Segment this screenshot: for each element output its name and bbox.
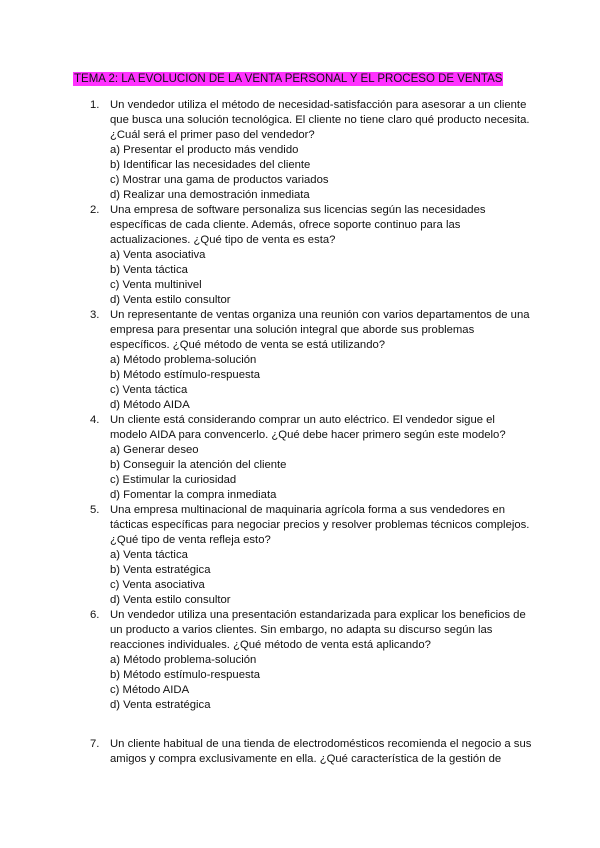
option-c: c) Estimular la curiosidad xyxy=(110,474,237,486)
option-b: b) Método estímulo-respuesta xyxy=(110,369,261,381)
option-d: d) Realizar una demostración inmediata xyxy=(110,189,310,201)
option-d: d) Fomentar la compra inmediata xyxy=(110,489,277,501)
option-d: d) Método AIDA xyxy=(110,399,190,411)
option-d: d) Venta estilo consultor xyxy=(110,294,231,306)
question-text: Un representante de ventas organiza una reunión con varios departamentos de una empresa para presentar una solución integral que aborde sus problemas específicos. ¿Qué método de venta se está utilizando? xyxy=(110,309,530,351)
document-title: TEMA 2: LA EVOLUCION DE LA VENTA PERSONAL Y EL PROCESO DE VENTAS xyxy=(74,73,503,85)
question-number: 5. xyxy=(90,504,100,516)
question-text: Un cliente está considerando comprar un auto eléctrico. El vendedor sigue el modelo AIDA para convencerlo. ¿Qué debe hacer primero según este modelo? xyxy=(110,414,506,441)
question-text: Un cliente habitual de una tienda de electrodomésticos recomienda el negocio a sus amigos y compra exclusivamente en ella. ¿Qué característica de la gestión de xyxy=(110,738,532,765)
option-b: b) Identificar las necesidades del cliente xyxy=(110,159,311,171)
question-2 xyxy=(90,203,530,308)
option-a: a) Generar deseo xyxy=(110,444,199,456)
question-text: Un vendedor utiliza el método de necesidad-satisfacción para asesorar a un cliente que busca una solución tecnológica. El cliente no tiene claro qué producto necesita. ¿Cuál será el primer paso del vendedor? xyxy=(110,99,530,141)
option-d: d) Venta estilo consultor xyxy=(110,594,231,606)
option-c: c) Venta multinivel xyxy=(110,279,202,291)
question-3 xyxy=(90,308,530,413)
question-4 xyxy=(90,413,530,503)
question-5 xyxy=(90,503,530,608)
option-a: a) Venta táctica xyxy=(110,549,188,561)
option-b: b) Método estímulo-respuesta xyxy=(110,669,261,681)
option-c: c) Mostrar una gama de productos variados xyxy=(110,174,329,186)
option-b: b) Venta estratégica xyxy=(110,564,211,576)
option-b: b) Venta táctica xyxy=(110,264,188,276)
option-b: b) Conseguir la atención del cliente xyxy=(110,459,287,471)
question-number: 6. xyxy=(90,609,100,621)
question-number: 4. xyxy=(90,414,100,426)
option-a: a) Método problema-solución xyxy=(110,654,257,666)
question-text: Un vendedor utiliza una presentación estandarizada para explicar los beneficios de un producto a varios clientes. Sin embargo, no adapta su discurso según las reacciones individuales. ¿Qué método de venta está aplicando? xyxy=(110,609,526,651)
question-text: Una empresa de software personaliza sus licencias según las necesidades específicas de cada cliente. Además, ofrece soporte continuo para las actualizaciones. ¿Qué tipo de venta es esta? xyxy=(110,204,486,246)
question-number: 2. xyxy=(90,204,100,216)
option-c: c) Método AIDA xyxy=(110,684,190,696)
question-number: 3. xyxy=(90,309,100,321)
option-c: c) Venta táctica xyxy=(110,384,188,396)
question-number: 1. xyxy=(90,99,100,111)
option-c: c) Venta asociativa xyxy=(110,579,205,591)
question-7 xyxy=(90,737,550,767)
question-6 xyxy=(90,608,530,713)
question-text: Una empresa multinacional de maquinaria agrícola forma a sus vendedores en tácticas específicas para negociar precios y resolver problemas técnicos complejos. ¿Qué tipo de venta refleja esto? xyxy=(110,504,530,546)
option-a: a) Presentar el producto más vendido xyxy=(110,144,299,156)
option-a: a) Método problema-solución xyxy=(110,354,257,366)
question-1 xyxy=(90,98,530,203)
question-number: 7. xyxy=(90,738,100,750)
option-d: d) Venta estratégica xyxy=(110,699,211,711)
question-list xyxy=(90,98,530,713)
option-a: a) Venta asociativa xyxy=(110,249,206,261)
